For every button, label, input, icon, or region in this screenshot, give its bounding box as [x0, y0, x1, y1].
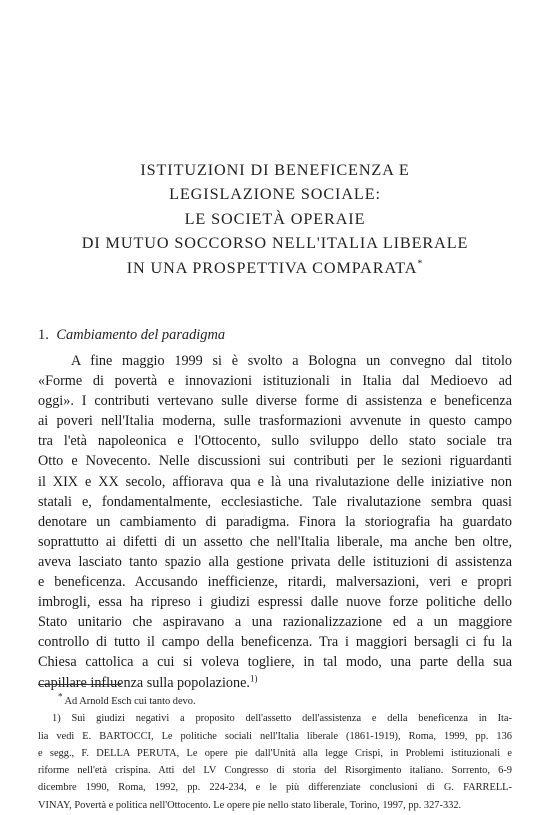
body-line: aveva lasciato tanto spazio alla gestione privata delle istituzioni di assistenza	[38, 553, 512, 570]
body-line: tra l'età napoleonica e l'Ottocento, sullo sviluppo dello stato sociale tra	[38, 433, 512, 450]
footnote-reference: 1)	[249, 672, 258, 683]
dedication-mark: *	[58, 693, 63, 702]
body-line: «Forme di povertà e innovazioni istituzionali in Italia dal Medioevo ad	[38, 373, 512, 390]
footnote-line: 1) Sui giudizi negativi a proposito dell'assetto dell'assistenza e della beneficenza in Ita-	[52, 713, 512, 725]
body-line: controllo di tutto il campo della beneficenza. Tra i maggiori bersagli ci fu la	[38, 634, 512, 651]
body-line: denotare un cambiamento di paradigma. Finora la storiografia ha guardato	[38, 513, 512, 530]
body-line: ai poveri nell'Italia moderna, sulle trasformazioni avvenute in questo campo	[38, 413, 512, 430]
title-line-1: ISTITUZIONI DI BENEFICENZA E	[140, 161, 410, 179]
title-line-2: LEGISLAZIONE SOCIALE:	[169, 185, 381, 204]
body-line: Chiesa cattolica a cui si voleva togliere, in tal modo, una parte della sua	[38, 654, 512, 671]
section-heading	[38, 327, 225, 344]
footnote-line: riforme nell'età crispina. Atti del LV Congresso di storia del Risorgimento italiano. Sorrento, 6-9	[38, 765, 512, 777]
body-line: soprattutto ai difetti di un assetto che nell'Italia liberale, ma anche ben oltre,	[38, 533, 512, 550]
body-line: imbrogli, essa ha ripreso i giudizi espressi dalle nuove forze politiche dello	[38, 594, 512, 611]
dedication-text: Ad Arnold Esch cui tanto devo.	[64, 696, 196, 707]
body-line-last-text: capillare influenza sulla popolazione.	[38, 674, 250, 691]
footnote-divider	[38, 684, 121, 685]
footnote-line: lia vedi E. BARTOCCI, Le politiche sociali nell'Italia liberale (1861-1919), Roma, 1999, pp. 136	[38, 730, 512, 742]
chapter-title	[40, 158, 510, 280]
body-line: oggi». I contributi vertevano sulle diverse forme di assistenza e beneficenza	[38, 393, 512, 410]
body-line: il XIX e XX secolo, affiorava qua e là una rivalutazione delle iniziative non	[38, 473, 512, 490]
title-line-5	[40, 256, 510, 280]
body-line-last	[38, 673, 512, 693]
title-note-mark: *	[417, 258, 424, 270]
footnote-line: e segg., F. DELLA PERUTA, Le opere pie dall'Unità alla legge Crispi, in Problemi istituzionali e	[38, 747, 512, 759]
footnote-line: VINAY, Povertà e politica nell'Ottocento. Le opere pie nello stato liberale, Torino, 1997, pp. 327-332.	[38, 799, 462, 811]
footnote-dedication	[38, 693, 512, 710]
body-line: statali e, fondamentalmente, ecclesiastiche. Tale rivalutazione sembra quasi	[38, 493, 512, 510]
title-line-4: DI MUTUO SOCCORSO NELL'ITALIA LIBERALE	[81, 234, 469, 253]
body-line: Stato unitario che aspiravano a una razionalizzazione ed a un maggiore	[38, 614, 512, 631]
body-line: e beneficenza. Accusando inefficienze, ritardi, malversazioni, veri e propri	[38, 574, 512, 591]
body-paragraph	[38, 351, 512, 693]
section-number: 1.	[38, 327, 49, 343]
footnote-line: dicembre 1990, Roma, 1992, pp. 224-234, e le più differenziate conclusioni di G. FARRELL-	[38, 782, 512, 794]
title-line-5-text: IN UNA PROSPETTIVA COMPARATA	[126, 258, 418, 277]
footnotes	[38, 693, 512, 814]
title-line-3: LE SOCIETÀ OPERAIE	[184, 209, 366, 228]
body-line: Otto e Novecento. Nelle discussioni sui contributi per le sezioni riguardanti	[38, 453, 512, 470]
body-line: A fine maggio 1999 si è svolto a Bologna un convegno dal titolo	[71, 353, 512, 369]
section-title: Cambiamento del paradigma	[56, 327, 226, 343]
